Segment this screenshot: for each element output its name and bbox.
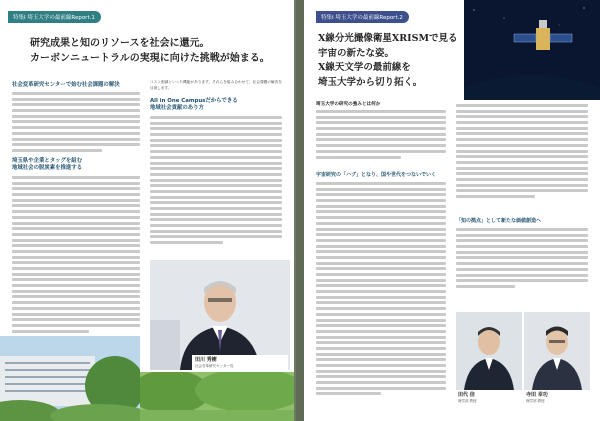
right-headline-line3: X線天文学の最前線を [318, 62, 411, 74]
portrait-photo-1 [456, 312, 522, 390]
left-section-heading-2: 埼玉県や企業とタッグを組む 地域社会の脱炭素を推進する [12, 158, 83, 172]
portrait-caption-1 [458, 392, 522, 404]
left-body-text-2 [12, 176, 140, 344]
right-page-tag: 特集Ⅰ 埼玉大学の最前線Report.2 [316, 11, 409, 23]
person-1-title: 理学部 教授 [458, 399, 477, 403]
campus-photo [0, 336, 140, 421]
right-headline-line4: 埼玉大学から切り拓く。 [318, 77, 423, 89]
portrait-caption [192, 355, 288, 371]
left-section-heading-3: All in One Campusだからできる 地域社会貢献のあり方 [150, 98, 238, 112]
right-section-heading-1: 埼玉大学の研究の強みとは何か [316, 102, 381, 107]
right-page [304, 0, 600, 421]
right-headline-line1: X線分光撮像衛星XRISMで見る [318, 33, 458, 44]
left-intro-text: コスト削減といった機能があります。それらを組み合わせて、社会課題の解決を目指します。 [150, 80, 282, 90]
right-body-text-3 [456, 104, 588, 214]
person-title: 社会変革研究センター長 [195, 364, 234, 368]
portrait-photo-2 [524, 312, 590, 390]
right-body-text-1 [316, 110, 446, 168]
left-headline-line2: カーボンニュートラルの実現に向けた挑戦が始まる。 [30, 53, 270, 64]
campus-trees-photo [140, 372, 296, 421]
right-body-text-2 [316, 182, 446, 418]
page-gutter [296, 0, 304, 421]
right-headline [318, 32, 457, 91]
person-2-name: 寺田 幸功 [526, 392, 548, 398]
satellite-image [464, 0, 600, 100]
right-body-text-4 [456, 228, 588, 308]
person-2-title: 理学部 教授 [526, 399, 545, 403]
left-body-text-1 [12, 92, 140, 158]
left-page [0, 0, 296, 421]
portrait-photo [150, 260, 290, 370]
person-name: 田川 秀樹 [195, 357, 217, 363]
left-headline-line1: 研究成果と知のリソースを社会に還元。 [30, 38, 210, 49]
right-section-heading-3: 「知の拠点」として新たな価値創造へ [456, 218, 542, 224]
left-page-tag: 特集Ⅰ 埼玉大学の最前線Report.1 [8, 11, 101, 23]
left-body-text-3 [150, 116, 282, 254]
right-section-heading-2: 宇宙研究の「ハブ」となり、国や世代をつないでいく [316, 172, 437, 178]
portrait-caption-2 [526, 392, 590, 404]
right-headline-line2: 宇宙の新たな姿。 [318, 47, 395, 59]
person-1-name: 田代 信 [458, 392, 475, 398]
left-section-heading-1: 社会変革研究センターで始む社会課題の解決 [12, 82, 120, 88]
